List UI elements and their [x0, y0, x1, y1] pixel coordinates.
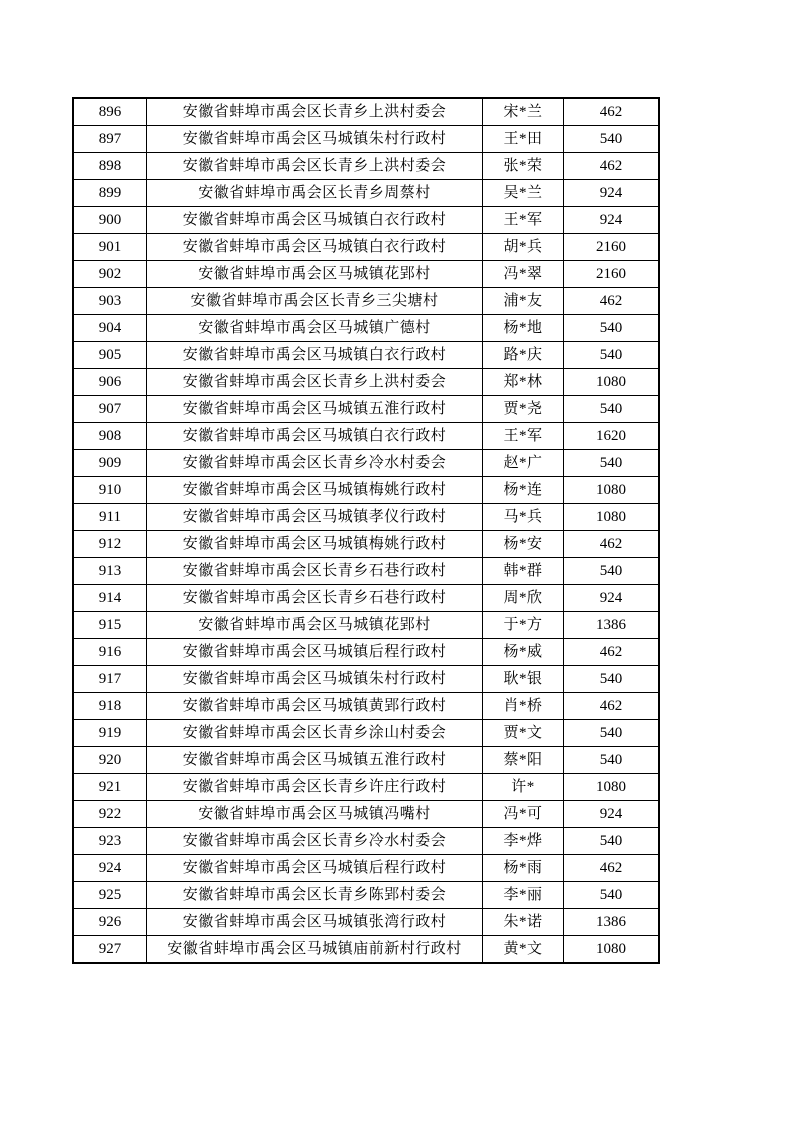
amount-cell: 540: [564, 126, 660, 153]
amount-cell: 540: [564, 342, 660, 369]
masked-name-cell: 王*军: [483, 207, 564, 234]
organization-cell: 安徽省蚌埠市禹会区长青乡冷水村委会: [147, 828, 483, 855]
masked-name-cell: 朱*诺: [483, 909, 564, 936]
masked-name-cell: 王*田: [483, 126, 564, 153]
beneficiary-list-table: [72, 97, 660, 964]
amount-cell: 1080: [564, 369, 660, 396]
organization-cell: 安徽省蚌埠市禹会区马城镇梅姚行政村: [147, 477, 483, 504]
serial-number-cell: 899: [73, 180, 147, 207]
serial-number-cell: 917: [73, 666, 147, 693]
table-body: [73, 98, 659, 963]
amount-cell: 540: [564, 720, 660, 747]
masked-name-cell: 贾*尧: [483, 396, 564, 423]
masked-name-cell: 杨*地: [483, 315, 564, 342]
organization-cell: 安徽省蚌埠市禹会区马城镇后程行政村: [147, 855, 483, 882]
masked-name-cell: 杨*连: [483, 477, 564, 504]
table-row: [73, 612, 659, 639]
table-row: [73, 288, 659, 315]
masked-name-cell: 冯*翠: [483, 261, 564, 288]
amount-cell: 540: [564, 828, 660, 855]
serial-number-cell: 914: [73, 585, 147, 612]
serial-number-cell: 919: [73, 720, 147, 747]
amount-cell: 462: [564, 153, 660, 180]
organization-cell: 安徽省蚌埠市禹会区马城镇五淮行政村: [147, 396, 483, 423]
organization-cell: 安徽省蚌埠市禹会区长青乡三尖塘村: [147, 288, 483, 315]
serial-number-cell: 927: [73, 936, 147, 964]
table-row: [73, 909, 659, 936]
organization-cell: 安徽省蚌埠市禹会区马城镇五淮行政村: [147, 747, 483, 774]
masked-name-cell: 马*兵: [483, 504, 564, 531]
masked-name-cell: 李*丽: [483, 882, 564, 909]
serial-number-cell: 901: [73, 234, 147, 261]
masked-name-cell: 宋*兰: [483, 98, 564, 126]
serial-number-cell: 916: [73, 639, 147, 666]
organization-cell: 安徽省蚌埠市禹会区长青乡周蔡村: [147, 180, 483, 207]
organization-cell: 安徽省蚌埠市禹会区马城镇朱村行政村: [147, 666, 483, 693]
masked-name-cell: 李*烨: [483, 828, 564, 855]
amount-cell: 1386: [564, 612, 660, 639]
masked-name-cell: 赵*广: [483, 450, 564, 477]
serial-number-cell: 906: [73, 369, 147, 396]
serial-number-cell: 904: [73, 315, 147, 342]
serial-number-cell: 911: [73, 504, 147, 531]
amount-cell: 462: [564, 98, 660, 126]
amount-cell: 924: [564, 585, 660, 612]
serial-number-cell: 925: [73, 882, 147, 909]
amount-cell: 462: [564, 693, 660, 720]
serial-number-cell: 918: [73, 693, 147, 720]
organization-cell: 安徽省蚌埠市禹会区长青乡上洪村委会: [147, 369, 483, 396]
table-row: [73, 801, 659, 828]
masked-name-cell: 吴*兰: [483, 180, 564, 207]
serial-number-cell: 924: [73, 855, 147, 882]
masked-name-cell: 浦*友: [483, 288, 564, 315]
masked-name-cell: 冯*可: [483, 801, 564, 828]
table-row: [73, 153, 659, 180]
serial-number-cell: 896: [73, 98, 147, 126]
amount-cell: 1080: [564, 477, 660, 504]
amount-cell: 1080: [564, 936, 660, 964]
organization-cell: 安徽省蚌埠市禹会区马城镇冯嘴村: [147, 801, 483, 828]
serial-number-cell: 907: [73, 396, 147, 423]
masked-name-cell: 许*: [483, 774, 564, 801]
table-row: [73, 180, 659, 207]
table-row: [73, 207, 659, 234]
amount-cell: 462: [564, 288, 660, 315]
amount-cell: 1386: [564, 909, 660, 936]
amount-cell: 462: [564, 531, 660, 558]
table-row: [73, 828, 659, 855]
organization-cell: 安徽省蚌埠市禹会区马城镇孝仪行政村: [147, 504, 483, 531]
organization-cell: 安徽省蚌埠市禹会区马城镇花郢村: [147, 612, 483, 639]
serial-number-cell: 915: [73, 612, 147, 639]
organization-cell: 安徽省蚌埠市禹会区马城镇白衣行政村: [147, 207, 483, 234]
amount-cell: 540: [564, 315, 660, 342]
serial-number-cell: 910: [73, 477, 147, 504]
amount-cell: 1080: [564, 504, 660, 531]
serial-number-cell: 905: [73, 342, 147, 369]
table-row: [73, 98, 659, 126]
amount-cell: 2160: [564, 234, 660, 261]
organization-cell: 安徽省蚌埠市禹会区马城镇白衣行政村: [147, 423, 483, 450]
table-row: [73, 558, 659, 585]
masked-name-cell: 郑*林: [483, 369, 564, 396]
organization-cell: 安徽省蚌埠市禹会区马城镇白衣行政村: [147, 342, 483, 369]
serial-number-cell: 926: [73, 909, 147, 936]
serial-number-cell: 900: [73, 207, 147, 234]
table-row: [73, 450, 659, 477]
organization-cell: 安徽省蚌埠市禹会区马城镇花郢村: [147, 261, 483, 288]
serial-number-cell: 902: [73, 261, 147, 288]
amount-cell: 540: [564, 747, 660, 774]
serial-number-cell: 903: [73, 288, 147, 315]
organization-cell: 安徽省蚌埠市禹会区马城镇广德村: [147, 315, 483, 342]
organization-cell: 安徽省蚌埠市禹会区长青乡石巷行政村: [147, 585, 483, 612]
table-row: [73, 855, 659, 882]
table-row: [73, 342, 659, 369]
masked-name-cell: 杨*雨: [483, 855, 564, 882]
organization-cell: 安徽省蚌埠市禹会区马城镇后程行政村: [147, 639, 483, 666]
table-row: [73, 666, 659, 693]
amount-cell: 462: [564, 639, 660, 666]
table-row: [73, 126, 659, 153]
table-row: [73, 261, 659, 288]
serial-number-cell: 898: [73, 153, 147, 180]
serial-number-cell: 913: [73, 558, 147, 585]
masked-name-cell: 黄*文: [483, 936, 564, 964]
masked-name-cell: 蔡*阳: [483, 747, 564, 774]
masked-name-cell: 于*方: [483, 612, 564, 639]
table-row: [73, 747, 659, 774]
masked-name-cell: 贾*文: [483, 720, 564, 747]
table-row: [73, 234, 659, 261]
table-row: [73, 720, 659, 747]
table-row: [73, 774, 659, 801]
table-row: [73, 369, 659, 396]
organization-cell: 安徽省蚌埠市禹会区长青乡上洪村委会: [147, 98, 483, 126]
organization-cell: 安徽省蚌埠市禹会区马城镇黄郢行政村: [147, 693, 483, 720]
organization-cell: 安徽省蚌埠市禹会区长青乡冷水村委会: [147, 450, 483, 477]
serial-number-cell: 909: [73, 450, 147, 477]
organization-cell: 安徽省蚌埠市禹会区马城镇朱村行政村: [147, 126, 483, 153]
amount-cell: 540: [564, 666, 660, 693]
table-row: [73, 477, 659, 504]
amount-cell: 924: [564, 180, 660, 207]
serial-number-cell: 908: [73, 423, 147, 450]
serial-number-cell: 922: [73, 801, 147, 828]
masked-name-cell: 张*荣: [483, 153, 564, 180]
masked-name-cell: 路*庆: [483, 342, 564, 369]
serial-number-cell: 921: [73, 774, 147, 801]
table-row: [73, 396, 659, 423]
serial-number-cell: 897: [73, 126, 147, 153]
masked-name-cell: 韩*群: [483, 558, 564, 585]
organization-cell: 安徽省蚌埠市禹会区马城镇张湾行政村: [147, 909, 483, 936]
table-row: [73, 504, 659, 531]
masked-name-cell: 周*欣: [483, 585, 564, 612]
table-row: [73, 531, 659, 558]
table-row: [73, 693, 659, 720]
serial-number-cell: 920: [73, 747, 147, 774]
masked-name-cell: 杨*威: [483, 639, 564, 666]
amount-cell: 540: [564, 396, 660, 423]
table-row: [73, 585, 659, 612]
amount-cell: 540: [564, 882, 660, 909]
masked-name-cell: 肖*桥: [483, 693, 564, 720]
organization-cell: 安徽省蚌埠市禹会区马城镇梅姚行政村: [147, 531, 483, 558]
table-row: [73, 639, 659, 666]
amount-cell: 2160: [564, 261, 660, 288]
serial-number-cell: 923: [73, 828, 147, 855]
amount-cell: 1080: [564, 774, 660, 801]
organization-cell: 安徽省蚌埠市禹会区长青乡陈郢村委会: [147, 882, 483, 909]
organization-cell: 安徽省蚌埠市禹会区长青乡上洪村委会: [147, 153, 483, 180]
amount-cell: 540: [564, 558, 660, 585]
amount-cell: 1620: [564, 423, 660, 450]
organization-cell: 安徽省蚌埠市禹会区马城镇庙前新村行政村: [147, 936, 483, 964]
table-row: [73, 882, 659, 909]
table-row: [73, 315, 659, 342]
organization-cell: 安徽省蚌埠市禹会区长青乡涂山村委会: [147, 720, 483, 747]
organization-cell: 安徽省蚌埠市禹会区长青乡许庄行政村: [147, 774, 483, 801]
organization-cell: 安徽省蚌埠市禹会区马城镇白衣行政村: [147, 234, 483, 261]
table-row: [73, 936, 659, 964]
amount-cell: 924: [564, 207, 660, 234]
serial-number-cell: 912: [73, 531, 147, 558]
amount-cell: 462: [564, 855, 660, 882]
masked-name-cell: 耿*银: [483, 666, 564, 693]
masked-name-cell: 杨*安: [483, 531, 564, 558]
organization-cell: 安徽省蚌埠市禹会区长青乡石巷行政村: [147, 558, 483, 585]
masked-name-cell: 王*军: [483, 423, 564, 450]
table-row: [73, 423, 659, 450]
amount-cell: 540: [564, 450, 660, 477]
amount-cell: 924: [564, 801, 660, 828]
masked-name-cell: 胡*兵: [483, 234, 564, 261]
